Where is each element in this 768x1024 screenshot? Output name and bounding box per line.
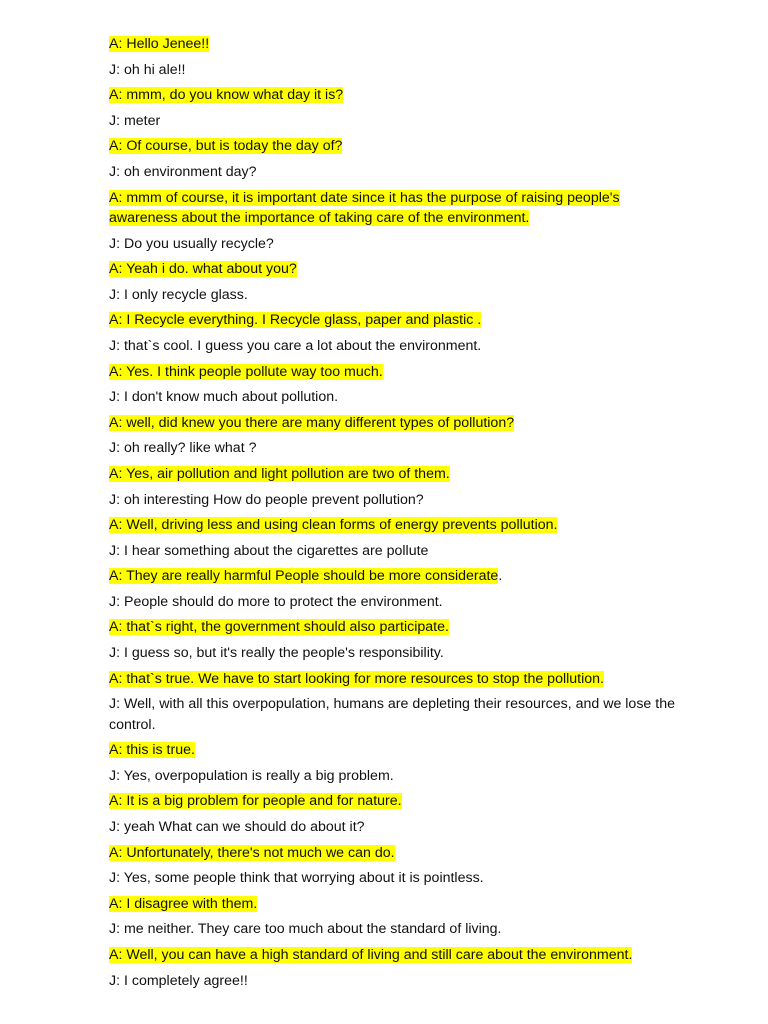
dialogue-line-speaker-a: [109, 259, 681, 279]
dialogue-text: J: Yes, overpopulation is really a big problem.: [109, 767, 394, 784]
dialogue-line-speaker-a: [109, 362, 681, 382]
dialogue-line-speaker-j: [109, 592, 681, 612]
dialogue-line-speaker-j: [109, 387, 681, 407]
dialogue-line-speaker-a: [109, 566, 681, 586]
dialogue-text: J: Yes, some people think that worrying about it is pointless.: [109, 870, 484, 887]
dialogue-text: A: Well, driving less and using clean forms of energy prevents pollution.: [109, 517, 558, 534]
dialogue-line-speaker-j: [109, 766, 681, 786]
dialogue-text: J: I don't know much about pollution.: [109, 389, 339, 406]
dialogue-text: A: Hello Jenee!!: [109, 36, 210, 52]
dialogue-text: J: me neither. They care too much about the standard of living.: [109, 921, 502, 938]
dialogue-line-speaker-a: [109, 740, 681, 760]
dialogue-line-speaker-a: [109, 515, 681, 535]
dialogue-line-speaker-j: [109, 60, 681, 80]
dialogue-line-speaker-a: [109, 85, 681, 105]
dialogue-text: A: Yes. I think people pollute way too much.: [109, 363, 383, 380]
dialogue-line-speaker-a: [109, 669, 681, 689]
dialogue-text: J: yeah What can we should do about it?: [109, 819, 365, 836]
dialogue-transcript: [109, 34, 681, 996]
dialogue-line-speaker-j: [109, 234, 681, 254]
dialogue-text: A: Unfortunately, there's not much we can do.: [109, 844, 395, 861]
dialogue-line-speaker-j: [109, 868, 681, 888]
dialogue-text: J: meter: [109, 112, 161, 129]
dialogue-text-tail: .: [498, 568, 503, 585]
dialogue-text: A: Of course, but is today the day of?: [109, 138, 343, 155]
dialogue-line-speaker-a: [109, 310, 681, 330]
dialogue-line-speaker-j: [109, 643, 681, 663]
dialogue-text: A: It is a big problem for people and for nature.: [109, 793, 402, 810]
dialogue-text: A: mmm, do you know what day it is?: [109, 87, 344, 104]
dialogue-text: J: oh environment day?: [109, 163, 257, 180]
dialogue-text: A: Yeah i do. what about you?: [109, 261, 297, 278]
dialogue-line-speaker-a: [109, 791, 681, 811]
dialogue-text: J: Do you usually recycle?: [109, 235, 274, 252]
dialogue-line-speaker-j: [109, 285, 681, 305]
dialogue-line-speaker-a: [109, 843, 681, 863]
dialogue-text: A: They are really harmful People should be more considerate: [109, 568, 499, 585]
dialogue-text: A: I Recycle everything. I Recycle glass, paper and plastic .: [109, 312, 482, 329]
dialogue-line-speaker-j: [109, 817, 681, 837]
dialogue-line-speaker-j: [109, 694, 681, 735]
dialogue-text: J: I hear something about the cigarettes are pollute: [109, 542, 429, 559]
dialogue-line-speaker-a: [109, 945, 681, 965]
dialogue-line-speaker-j: [109, 336, 681, 356]
dialogue-line-speaker-j: [109, 490, 681, 510]
dialogue-line-speaker-a: [109, 894, 681, 914]
dialogue-line-speaker-a: [109, 188, 681, 229]
dialogue-text: A: this is true.: [109, 742, 195, 759]
dialogue-text: A: I disagree with them.: [109, 895, 258, 912]
dialogue-text: J: Well, with all this overpopulation, humans are depleting their resources, and we lose the control.: [109, 696, 675, 733]
dialogue-text: A: mmm of course, it is important date since it has the purpose of raising people's awareness about the importance of taking care of the environment.: [109, 189, 620, 226]
dialogue-line-speaker-j: [109, 541, 681, 561]
dialogue-line-speaker-j: [109, 162, 681, 182]
dialogue-line-speaker-a: [109, 464, 681, 484]
dialogue-text: A: that`s true. We have to start looking for more resources to stop the pollution.: [109, 670, 604, 687]
dialogue-line-speaker-a: [109, 34, 681, 54]
dialogue-text: A: well, did knew you there are many different types of pollution?: [109, 414, 515, 431]
dialogue-text: J: oh hi ale!!: [109, 61, 186, 78]
dialogue-line-speaker-j: [109, 919, 681, 939]
dialogue-line-speaker-j: [109, 111, 681, 131]
dialogue-line-speaker-j: [109, 438, 681, 458]
dialogue-text: A: Yes, air pollution and light pollution are two of them.: [109, 465, 450, 482]
dialogue-text: J: I completely agree!!: [109, 972, 248, 989]
dialogue-text: A: that`s right, the government should also participate.: [109, 619, 449, 636]
dialogue-text: J: oh really? like what ?: [109, 440, 257, 457]
dialogue-line-speaker-a: [109, 617, 681, 637]
dialogue-line-speaker-a: [109, 136, 681, 156]
dialogue-text: A: Well, you can have a high standard of living and still care about the environment.: [109, 947, 633, 963]
dialogue-text: J: that`s cool. I guess you care a lot about the environment.: [109, 337, 482, 354]
dialogue-line-speaker-j: [109, 971, 681, 991]
dialogue-text: J: I only recycle glass.: [109, 286, 248, 303]
dialogue-text: J: People should do more to protect the environment.: [109, 593, 443, 610]
dialogue-line-speaker-a: [109, 413, 681, 433]
dialogue-text: J: I guess so, but it's really the people's responsibility.: [109, 645, 444, 662]
dialogue-text: J: oh interesting How do people prevent pollution?: [109, 491, 424, 508]
